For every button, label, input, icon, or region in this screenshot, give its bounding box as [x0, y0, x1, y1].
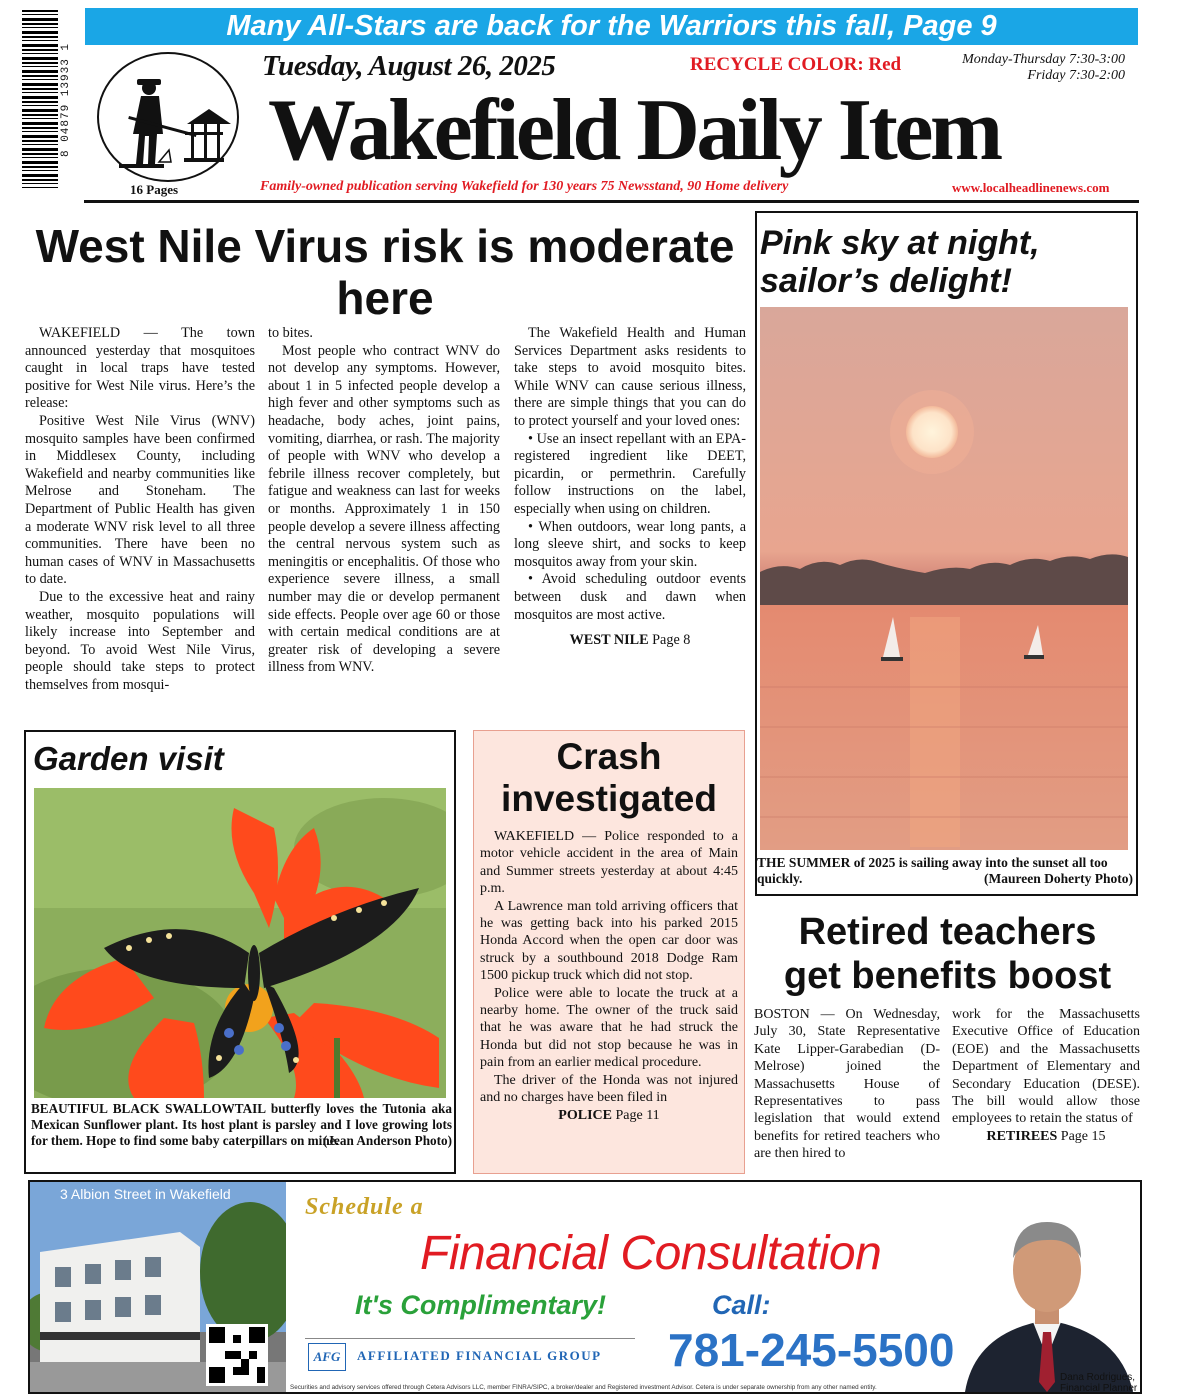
- advisor-title: Financial Planner: [1060, 1383, 1138, 1394]
- retired-headline-line-2: get benefits boost: [783, 955, 1112, 997]
- sky-headline-line-1: Pink sky at night,: [760, 224, 1040, 262]
- ad-company: AFFILIATED FINANCIAL GROUP: [357, 1348, 602, 1363]
- crash-jump-label: POLICE: [558, 1107, 612, 1123]
- sky-headline: [760, 224, 1130, 300]
- wnv-bullet: • Use an insect repellant with an EPA-registered ingredient like DEET, picardin, or permethrin. Carefully follow instructions on the label, especially when using on children.: [514, 430, 746, 517]
- wnv-column-1: [25, 325, 255, 694]
- retired-headline-line-1: Retired teachers: [798, 911, 1097, 953]
- wnv-paragraph: Most people who contract WNV do not develop any symptoms. However, about 1 in 5 infected people develop a high fever and other symptoms such as headache, body aches, joint pains, vomiting, diarrhea, or rash. The majority of people with WNV who develop a febrile illness recover completely, but fatigue and weakness can last for weeks or months. Approximately 1 in 150 people develop a severe illness affecting the central nervous system such as meningitis or encephalitis. Of those who experience severe illness, a small number may die or develop permanent side effects. People over age 60 or those with certain medical conditions are at greater risk of developing a severe illness from WNV.: [268, 342, 500, 676]
- hours-weekday: Monday-Thursday 7:30-3:00: [962, 52, 1125, 67]
- masthead-rule: [84, 200, 1139, 203]
- wnv-paragraph: Positive West Nile Virus (WNV) mosquito samples have been confirmed in Middlesex County, including Wakefield and nearby communities like Melrose and Stoneham. The Department of Public Health has given a moderate WNV risk level to all three communities. There have been no human cases of WNV in Massachusetts to date.: [25, 412, 255, 588]
- crash-body: [480, 828, 738, 1124]
- ad-schedule: Schedule a: [305, 1194, 424, 1220]
- ad-divider: [305, 1338, 635, 1339]
- sunset-photo[interactable]: [760, 307, 1128, 850]
- retired-column-1: BOSTON — On Wednesday, July 30, State Representative Kate Lipper-Garabedian (D-Melrose) joined the Massachusetts House of Representatives to pass legislation that would extend benefits for retired teachers who are then hired to: [754, 1007, 940, 1162]
- barcode-number: 8 04879 13933 1: [60, 42, 72, 158]
- retired-column-2: [952, 1006, 1140, 1145]
- retired-headline[interactable]: [760, 910, 1135, 998]
- wnv-paragraph: The Wakefield Health and Human Services Department asks residents to take steps to avoid mosquito bites. While WNV can cause serious illness, there are simple things that you can do to protect yourself and your loved ones:: [514, 325, 746, 429]
- butterfly-photo[interactable]: [34, 788, 446, 1098]
- wnv-paragraph: to bites.: [268, 325, 313, 341]
- promo-banner[interactable]: Many All-Stars are back for the Warriors this fall, Page 9: [85, 8, 1138, 45]
- tagline: Family-owned publication serving Wakefield for 130 years 75 Newsstand, 90 Home delivery: [260, 179, 789, 194]
- wnv-headline[interactable]: West Nile Virus risk is moderate here: [35, 220, 735, 324]
- ad-disclaimer: Securities and advisory services offered through Cetera Advisors LLC, member FINRA/SIPC, a broker/dealer and Registered investment Advisor. Cetera is under separate ownership from any other named entity.: [290, 1384, 877, 1391]
- website-link[interactable]: www.localheadlinenews.com: [952, 180, 1110, 195]
- crash-jump-page: Page 11: [615, 1107, 660, 1123]
- issue-date: Tuesday, August 26, 2025: [262, 50, 556, 82]
- wnv-bullet: • When outdoors, wear long pants, a long sleeve shirt, and socks to keep mosquitos away from your skin.: [514, 518, 746, 570]
- retired-column-2-text: work for the Massachusetts Executive Office of Education (EOE) and the Massachusetts Department of Elementary and Secondary Education (DESE). The bill would allow those employees to retain the status of: [952, 1007, 1140, 1127]
- ad-complimentary: It's Complimentary!: [355, 1290, 606, 1320]
- wnv-bullet: • Avoid scheduling outdoor events between dusk and dawn when mosquitos are most active.: [514, 571, 746, 623]
- newspaper-title: Wakefield Daily Item: [268, 82, 1000, 179]
- office-hours: [955, 52, 1125, 84]
- afg-logo: AFG: [308, 1343, 346, 1371]
- hours-friday: Friday 7:30-2:00: [1027, 68, 1125, 83]
- advisor-name-text: Dana Rodrigues,: [1060, 1372, 1136, 1383]
- minuteman-logo: [97, 52, 239, 182]
- crash-paragraph: The driver of the Honda was not injured and no charges have been filed in: [480, 1072, 738, 1106]
- crash-headline-line-2: investigated: [501, 778, 717, 819]
- advisor-name: [1060, 1372, 1137, 1394]
- barcode: [22, 10, 58, 188]
- wnv-jump-label: WEST NILE: [569, 632, 649, 649]
- wnv-paragraph: WAKEFIELD — The town announced yesterday that mosquitoes caught in local traps have tested positive for West Nile virus. Here’s the release:: [25, 325, 255, 412]
- page-count: 16 Pages: [130, 182, 179, 197]
- ad-call-label: Call:: [712, 1290, 771, 1320]
- crash-jump[interactable]: [480, 1107, 738, 1124]
- advisor-photo: [955, 1182, 1140, 1392]
- crash-paragraph: WAKEFIELD — Police responded to a motor vehicle accident in the area of Main and Summer streets yesterday at about 4:45 p.m.: [480, 829, 738, 897]
- wnv-column-3: [514, 325, 746, 650]
- garden-caption: [31, 1101, 452, 1149]
- sky-caption: [757, 855, 1133, 887]
- retired-jump[interactable]: [952, 1128, 1140, 1145]
- ad-address: 3 Albion Street in Wakefield: [60, 1186, 231, 1202]
- qr-code[interactable]: [206, 1324, 268, 1386]
- ad-headline: Financial Consultation: [420, 1227, 882, 1280]
- sky-credit: (Maureen Doherty Photo): [984, 871, 1133, 886]
- wnv-column-2: [268, 325, 500, 677]
- garden-caption-text: BEAUTIFUL BLACK SWALLOWTAIL butterfly loves the Tutonia aka Mexican Sunflower plant. Its host plant is parsley and I love growing lots for them. Hope to find some baby caterpillars on mine.: [31, 1101, 452, 1148]
- sky-caption-text: THE SUMMER of 2025 is sailing away into the sunset all too quickly.: [757, 855, 1108, 886]
- garden-headline: Garden visit: [33, 740, 224, 777]
- retired-jump-page: Page 15: [1060, 1128, 1106, 1144]
- crash-paragraph: Police were able to locate the truck at a nearby home. The owner of the truck said that he was aware that he had struck the Honda but did not stop because he was in pain from an earlier medical procedure.: [480, 985, 738, 1071]
- wnv-paragraph: Due to the excessive heat and rainy weather, mosquito populations will likely increase into September and beyond. To avoid West Nile Virus, people should take steps to protect themselves from mosqui-: [25, 588, 255, 693]
- garden-credit: (Jean Anderson Photo): [323, 1133, 452, 1148]
- sky-headline-line-2: sailor’s delight!: [760, 262, 1012, 300]
- ad-phone[interactable]: 781-245-5500: [668, 1324, 955, 1376]
- crash-paragraph: A Lawrence man told arriving officers that he was getting back into his parked 2015 Honda Accord when the open car door was struck by a southbound 2018 Dodge Ram 1500 pickup truck which did not stop.: [480, 898, 738, 984]
- retired-jump-label: RETIREES: [986, 1128, 1058, 1144]
- crash-headline[interactable]: [478, 736, 740, 820]
- wnv-jump-page: Page 8: [652, 632, 691, 649]
- crash-headline-line-1: Crash: [556, 736, 662, 777]
- recycle-color: RECYCLE COLOR: Red: [690, 54, 902, 75]
- wnv-jump[interactable]: [514, 632, 746, 650]
